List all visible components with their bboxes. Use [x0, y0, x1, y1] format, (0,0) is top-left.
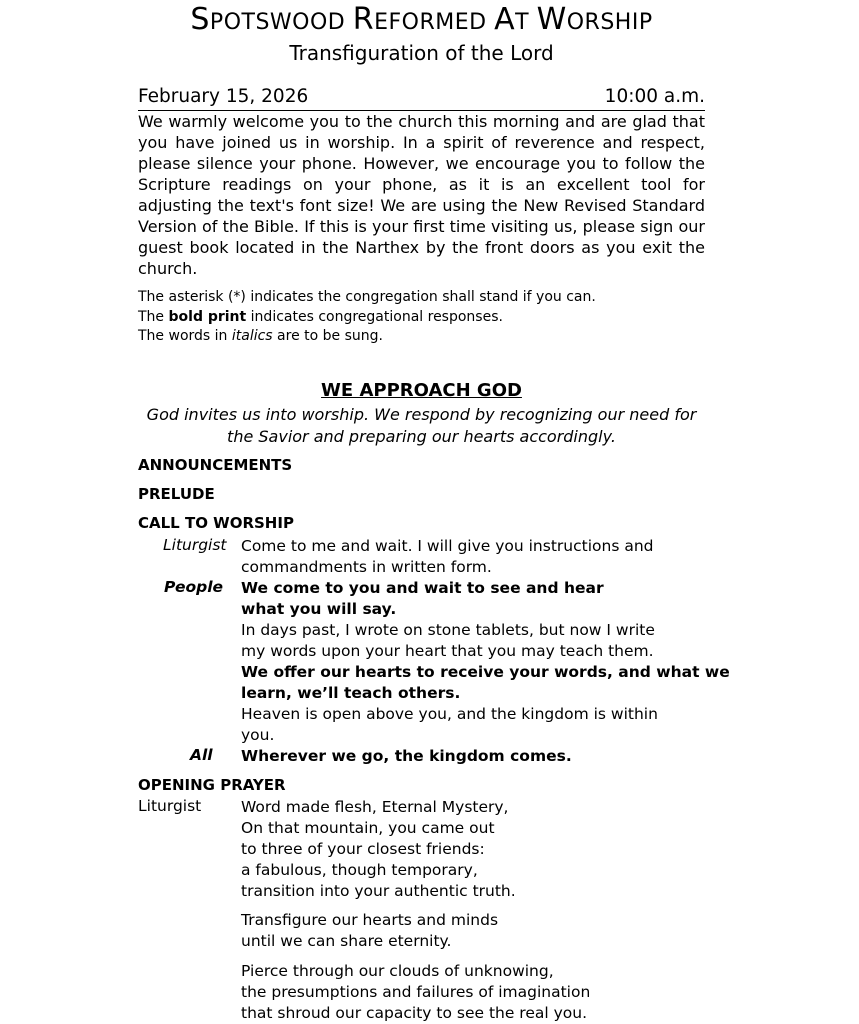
speaker-all: All: [190, 746, 213, 764]
prayer-line: Transfigure our hearts and minds: [241, 911, 499, 929]
service-time: 10:00 a.m.: [604, 86, 705, 107]
speaker-liturgist: Liturgist: [163, 536, 227, 554]
liturgy-line: We offer our hearts to receive your words, and what we: [241, 663, 730, 681]
prayer-line: Word made flesh, Eternal Mystery,: [241, 798, 509, 816]
title-word: AT: [494, 2, 530, 37]
title-word: WORSHIP: [536, 2, 653, 37]
prelude-heading: PRELUDE: [138, 485, 215, 503]
prayer-line: transition into your authentic truth.: [241, 882, 516, 900]
bold-note: The bold print indicates congregational responses.: [138, 308, 503, 325]
liturgy-line: Wherever we go, the kingdom comes.: [241, 747, 572, 765]
call-to-worship-text: [241, 536, 730, 767]
date-time-line: [138, 86, 705, 111]
prayer-speaker-liturgist: Liturgist: [138, 797, 202, 815]
prayer-line: Pierce through our clouds of unknowing,: [241, 962, 554, 980]
prayer-line: to three of your closest friends:: [241, 840, 485, 858]
prayer-line: until we can share eternity.: [241, 932, 452, 950]
liturgy-line: We come to you and wait to see and hear: [241, 579, 604, 597]
prayer-line: the presumptions and failures of imagination: [241, 983, 591, 1001]
service-subtitle: Transfiguration of the Lord: [289, 41, 554, 65]
liturgy-line: my words upon your heart that you may teach them.: [241, 642, 654, 660]
opening-prayer-heading: OPENING PRAYER: [138, 776, 286, 794]
prayer-line: a fabulous, though temporary,: [241, 861, 478, 879]
liturgy-line: Come to me and wait. I will give you instructions and: [241, 537, 654, 555]
speaker-people: People: [164, 578, 224, 596]
italic-note: The words in italics are to be sung.: [138, 328, 383, 344]
asterisk-note: The asterisk (*) indicates the congregation shall stand if you can.: [138, 289, 596, 305]
liturgy-line: you.: [241, 726, 275, 744]
opening-prayer-stanza: [241, 910, 711, 952]
liturgy-line: Heaven is open above you, and the kingdom is within: [241, 705, 658, 723]
liturgy-line: learn, we’ll teach others.: [241, 684, 461, 702]
section-description: God invites us into worship. We respond by recognizing our need for the Savior and preparing our hearts accordingly.: [146, 405, 697, 446]
welcome-paragraph: We warmly welcome you to the church this morning and are glad that you have joined us in worship. In a spirit of reverence and respect, please silence your phone. However, we encourage you to follow the Scripture readings on your phone, as it is an excellent tool for adjusting the text's font size! We are using the New Revised Standard Version of the Bible. If this is your first time visiting us, please sign our guest book located in the Narthex by the front doors as you exit the church.: [138, 112, 705, 278]
title-word: REFORMED: [352, 2, 487, 37]
liturgy-line: commandments in written form.: [241, 558, 492, 576]
bulletin-title: [138, 2, 705, 37]
opening-prayer-stanza: [241, 961, 711, 1024]
opening-prayer-stanza: [241, 797, 711, 902]
call-to-worship-heading: CALL TO WORSHIP: [138, 514, 294, 532]
liturgy-line: what you will say.: [241, 600, 397, 618]
prayer-line: On that mountain, you came out: [241, 819, 495, 837]
liturgy-line: In days past, I wrote on stone tablets, but now I write: [241, 621, 655, 639]
announcements-heading: ANNOUNCEMENTS: [138, 456, 293, 474]
title-word: SPOTSWOOD: [190, 2, 346, 37]
service-date: February 15, 2026: [138, 86, 309, 107]
legend-notes: [138, 288, 705, 347]
prayer-line: that shroud our capacity to see the real you.: [241, 1004, 588, 1022]
section-heading: WE APPROACH GOD: [321, 380, 522, 401]
